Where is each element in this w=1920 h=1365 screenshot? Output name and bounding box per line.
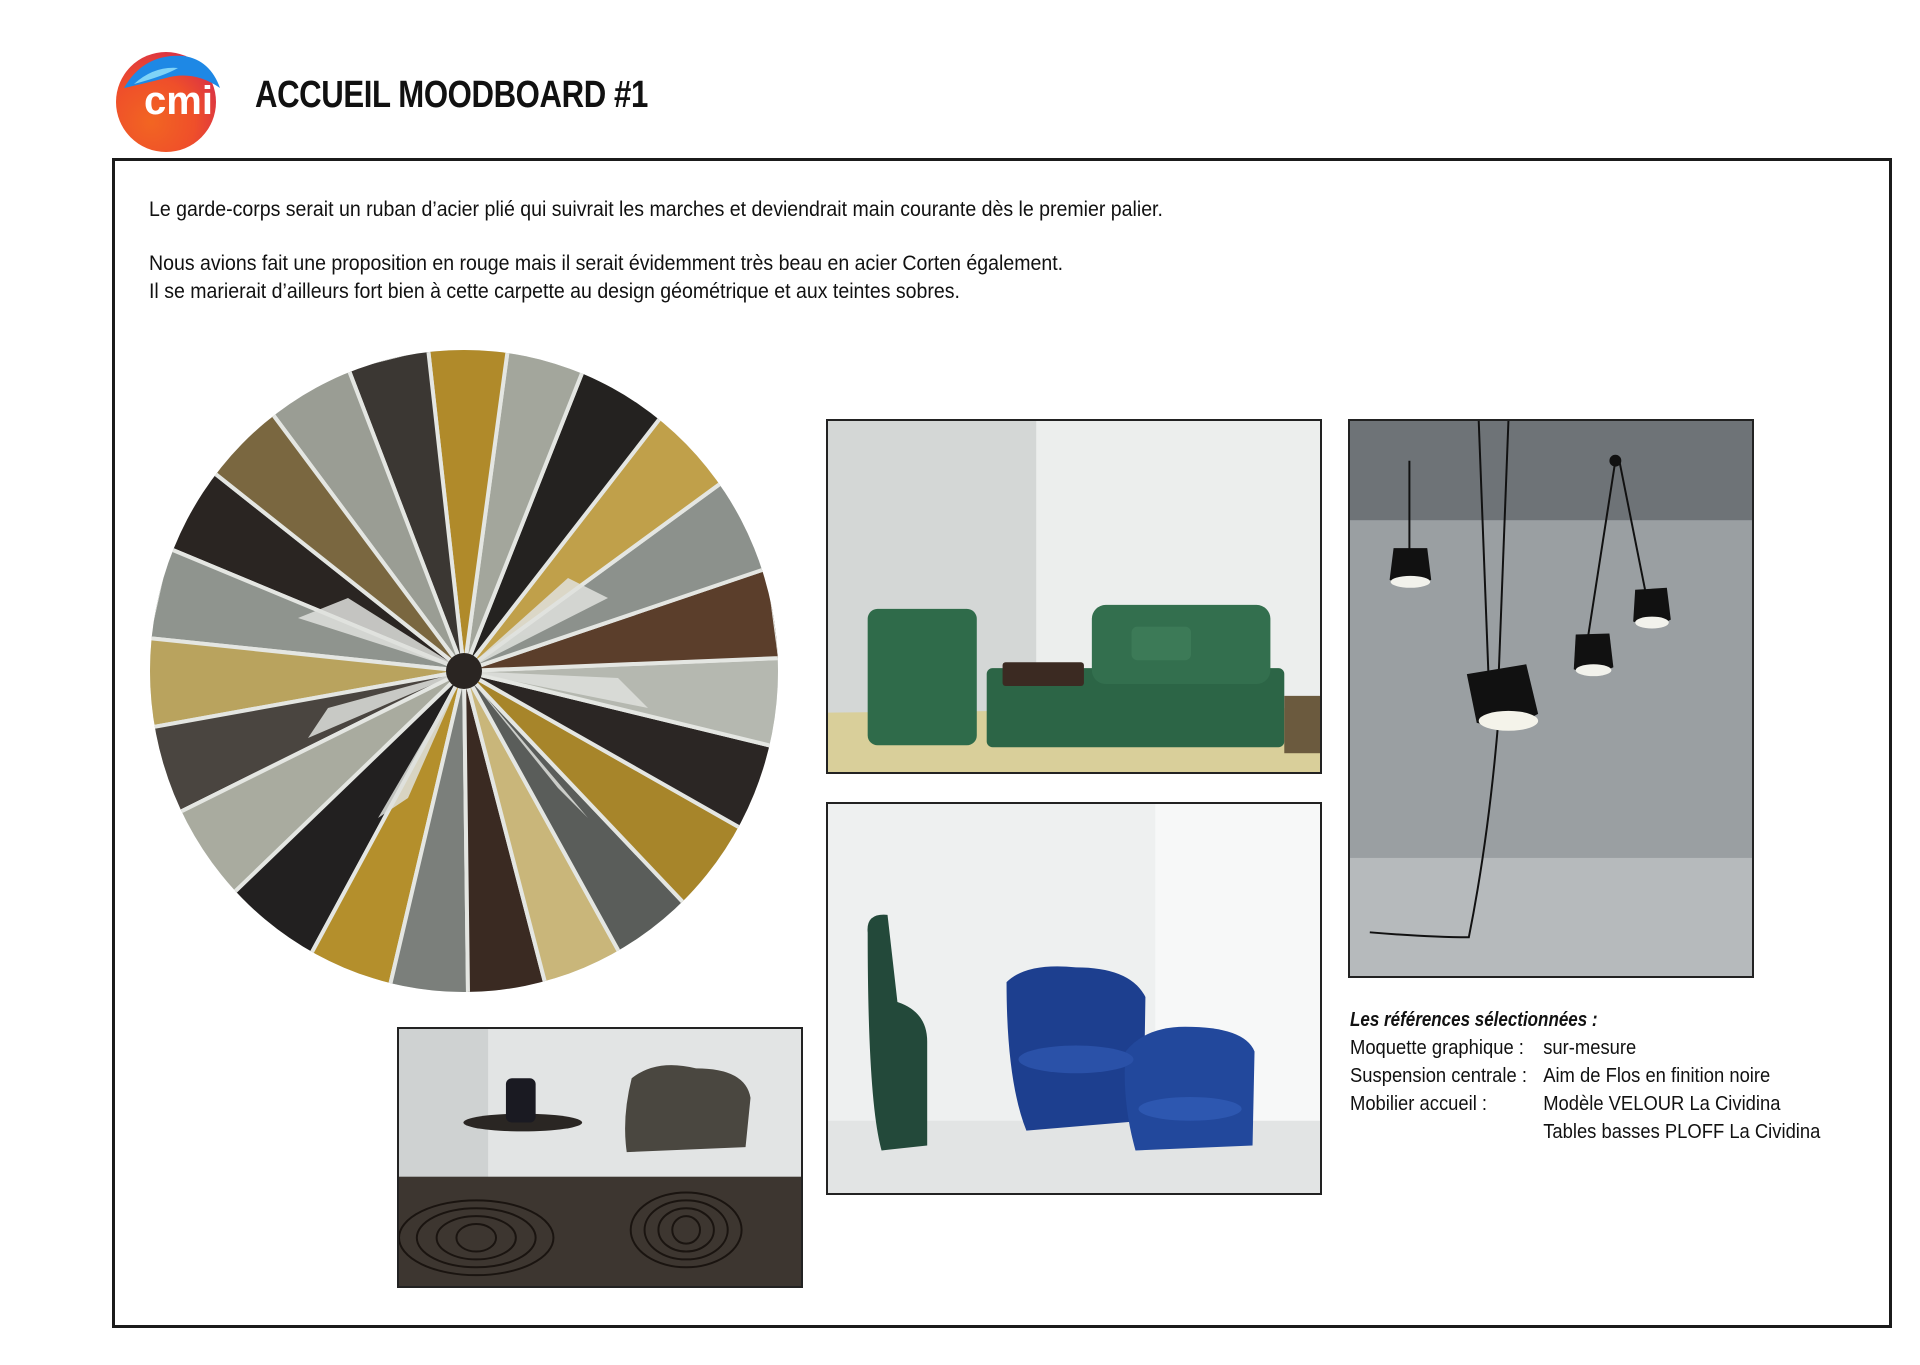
reference-row [1350, 1062, 1820, 1090]
cmi-logo [114, 48, 226, 154]
pendant-lamps-photo [1348, 419, 1754, 978]
green-sofa-photo [826, 419, 1322, 774]
velvet-chairs-photo [826, 802, 1322, 1195]
reference-label: Mobilier accueil : [1350, 1093, 1488, 1115]
intro-paragraph-1: Le garde-corps serait un ruban d’acier plié qui suivrait les marches et deviendrait main courante dès le premier palier. [149, 198, 1163, 221]
intro-paragraph-2 [149, 250, 1544, 306]
reference-value: sur-mesure [1543, 1037, 1637, 1059]
reference-value: Tables basses PLOFF La Cividina [1543, 1121, 1821, 1143]
reference-label: Moquette graphique : [1350, 1037, 1524, 1059]
reference-value: Modèle VELOUR La Cividina [1543, 1093, 1781, 1115]
reference-row [1350, 1090, 1820, 1118]
references-title: Les références sélectionnées : [1350, 1009, 1598, 1031]
reference-row [1350, 1118, 1820, 1146]
reference-row [1350, 1034, 1820, 1062]
intro-paragraph-2-line-1: Nous avions fait une proposition en rouge mais il serait évidemment très beau en acier Corten également. [149, 252, 1064, 275]
reference-label: Suspension centrale : [1350, 1065, 1527, 1087]
reference-label [1350, 1118, 1543, 1146]
intro-paragraph-2-line-2: Il se marierait d’ailleurs fort bien à cette carpette au design géométrique et aux teintes sobres. [149, 280, 960, 303]
ploff-tables-photo [397, 1027, 803, 1288]
geometric-rug-image [148, 348, 780, 994]
svg-text:cmi: cmi [144, 79, 213, 123]
page-title: ACCUEIL MOODBOARD #1 [255, 74, 648, 116]
intro-text [149, 196, 1544, 306]
reference-value: Aim de Flos en finition noire [1543, 1065, 1771, 1087]
selected-references [1350, 1006, 1861, 1146]
